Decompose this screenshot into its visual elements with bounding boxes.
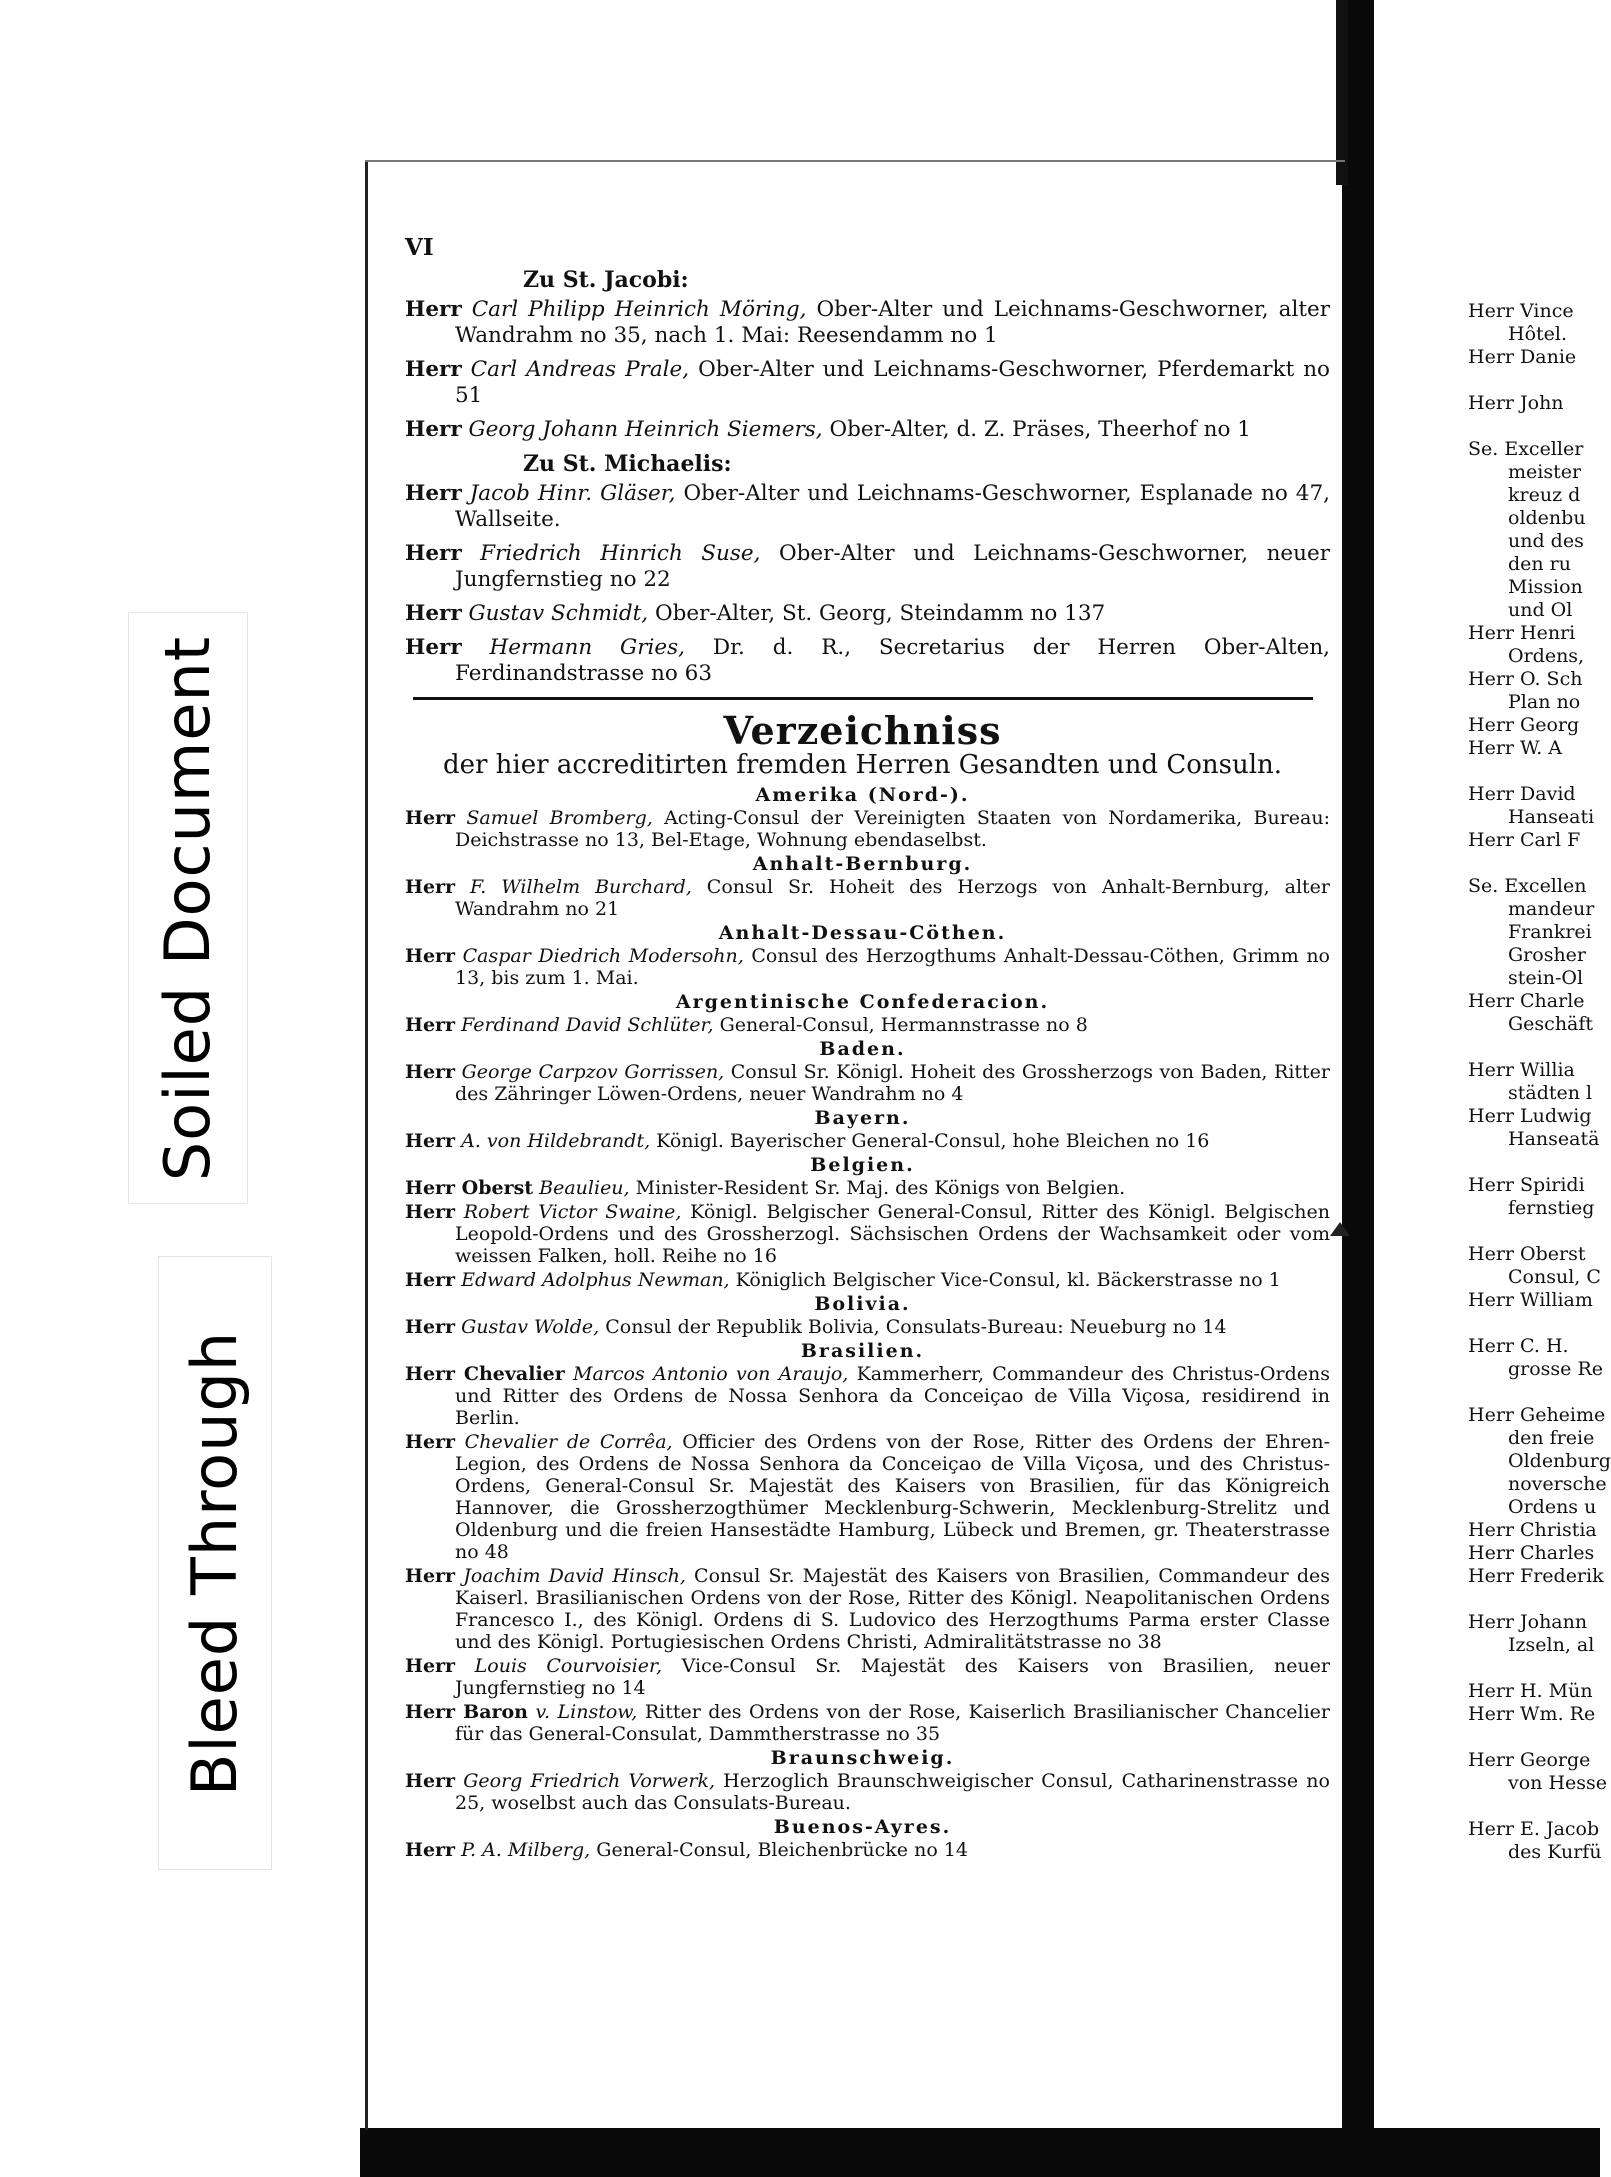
entry-title: Herr bbox=[405, 1655, 456, 1677]
adjacent-line bbox=[1468, 1151, 1600, 1174]
adjacent-line: Hanseati bbox=[1508, 806, 1595, 828]
entry-text: Königl. Bayerischer General-Consul, hohe Bleichen no 16 bbox=[650, 1130, 1210, 1152]
alter-list-jacobi bbox=[395, 297, 1330, 443]
entry-name: Gustav Wolde, bbox=[461, 1316, 600, 1338]
adjacent-line: Plan no bbox=[1508, 691, 1581, 713]
country-heading: Argentinische Confederacion. bbox=[675, 991, 1050, 1013]
adjacent-line: Herr John bbox=[1468, 392, 1564, 414]
adjacent-line bbox=[1468, 1726, 1600, 1749]
entry bbox=[405, 1839, 1330, 1861]
entry bbox=[405, 1701, 1330, 1745]
country-heading: Brasilien. bbox=[800, 1340, 925, 1362]
adjacent-line: fernstieg bbox=[1508, 1197, 1595, 1219]
entry-name: v. Linstow, bbox=[535, 1701, 638, 1723]
page-number: VI bbox=[405, 234, 434, 261]
entry-name: Caspar Diedrich Modersohn, bbox=[462, 945, 744, 967]
adjacent-line: von Hesse bbox=[1508, 1772, 1608, 1794]
adjacent-line: Herr Charle bbox=[1468, 990, 1585, 1012]
entry bbox=[405, 417, 1330, 443]
verzeichniss-subtitle: der hier accreditirten fremden Herren Gesandten und Consuln. bbox=[442, 750, 1283, 780]
entry-title: Herr Chevalier bbox=[405, 1363, 565, 1385]
entry bbox=[405, 541, 1330, 593]
adjacent-line: meister bbox=[1508, 461, 1582, 483]
entry-title: Herr bbox=[405, 876, 456, 898]
entry-name: Chevalier de Corrêa, bbox=[464, 1431, 673, 1453]
entry-text: Kammerherr, Commandeur des Christus-Ordens und Ritter des Ordens de Nossa Senhora da Conceiçao de Villa Viçosa, residirend in Berlin. bbox=[455, 1363, 1330, 1429]
country-heading: Amerika (Nord-). bbox=[755, 784, 970, 806]
adjacent-line bbox=[1468, 1795, 1600, 1818]
adjacent-line: Herr Geheime bbox=[1468, 1404, 1606, 1426]
adjacent-line: mandeur bbox=[1508, 898, 1595, 920]
entry-name: Hermann Gries, bbox=[489, 635, 685, 660]
adjacent-line: den ru bbox=[1508, 553, 1572, 575]
entry-text: Königl. Belgischer General-Consul, Ritter des Königl. Belgischen Leopold-Ordens und des Grossherzogl. Sächsischen Ordens der Wachsamkeit oder vom weissen Falken, holl. Reihe no 16 bbox=[455, 1201, 1330, 1267]
entry bbox=[405, 601, 1330, 627]
adjacent-line: Herr George bbox=[1468, 1749, 1591, 1771]
entry-text: Consul des Herzogthums Anhalt-Dessau-Cöthen, Grimm no 13, bis zum 1. Mai. bbox=[455, 945, 1330, 989]
entry bbox=[405, 1177, 1330, 1199]
entry bbox=[405, 1269, 1330, 1291]
adjacent-line: des Kurfü bbox=[1508, 1841, 1602, 1863]
adjacent-line bbox=[1468, 1381, 1600, 1404]
section-divider bbox=[413, 697, 1313, 700]
entry-text: Ober-Alter und Leichnams-Geschworner, Esplanade no 47, Wallseite. bbox=[455, 481, 1330, 532]
country-heading: Baden. bbox=[819, 1038, 906, 1060]
entry bbox=[405, 876, 1330, 920]
adjacent-line: Herr Johann bbox=[1468, 1611, 1588, 1633]
adjacent-line: Herr Danie bbox=[1468, 346, 1577, 368]
consul-list bbox=[395, 784, 1330, 1861]
entry-text: Acting-Consul der Vereinigten Staaten von Nordamerika, Bureau: Deichstrasse no 13, Bel-Etage, Wohnung ebendaselbst. bbox=[455, 807, 1330, 851]
entry-name: Gustav Schmidt, bbox=[468, 601, 649, 626]
adjacent-line bbox=[1468, 1312, 1600, 1335]
entry-text: Minister-Resident Sr. Maj. des Königs von Belgien. bbox=[629, 1177, 1126, 1199]
alter-list-michaelis bbox=[395, 481, 1330, 687]
entry-text: Ober-Alter und Leichnams-Geschworner, neuer Jungfernstieg no 22 bbox=[455, 541, 1330, 592]
entry bbox=[405, 1201, 1330, 1267]
country-heading: Bolivia. bbox=[814, 1293, 911, 1315]
adjacent-line: noversche bbox=[1508, 1473, 1607, 1495]
entry-name: Marcos Antonio von Araujo, bbox=[573, 1363, 849, 1385]
adjacent-line: Herr Vince bbox=[1468, 300, 1574, 322]
entry-text: Ritter des Ordens von der Rose, Kaiserlich Brasilianischer Chancelier für das General-Consulat, Dammtherstrasse no 35 bbox=[455, 1701, 1330, 1745]
entry bbox=[405, 1014, 1330, 1036]
entry-title: Herr bbox=[405, 1316, 456, 1338]
adjacent-line: städten l bbox=[1508, 1082, 1593, 1104]
entry-text: Consul Sr. Königl. Hoheit des Grossherzogs von Baden, Ritter des Zähringer Löwen-Ordens, neuer Wandrahm no 4 bbox=[455, 1061, 1330, 1105]
entry-title: Herr bbox=[405, 1130, 456, 1152]
entry-name: Joachim David Hinsch, bbox=[463, 1565, 686, 1587]
bleed-through-tag bbox=[158, 1256, 272, 1870]
entry bbox=[405, 1130, 1330, 1152]
entry-title: Herr Baron bbox=[405, 1701, 528, 1723]
adjacent-line: Mission bbox=[1508, 576, 1583, 598]
entry bbox=[405, 1316, 1330, 1338]
entry-name: A. von Hildebrandt, bbox=[461, 1130, 651, 1152]
adjacent-line: und des bbox=[1508, 530, 1584, 552]
entry-text: General-Consul, Hermannstrasse no 8 bbox=[713, 1014, 1088, 1036]
entry-text: Consul der Republik Bolivia, Consulats-Bureau: Neueburg no 14 bbox=[599, 1316, 1227, 1338]
scan-edge-right bbox=[1342, 0, 1374, 2177]
entry-text: Dr. d. R., Secretarius der Herren Ober-Alten, Ferdinandstrasse no 63 bbox=[455, 635, 1330, 686]
verzeichniss-title: Verzeichniss bbox=[723, 708, 1002, 753]
entry-title: Herr bbox=[405, 297, 462, 322]
adjacent-line: Herr Carl F bbox=[1468, 829, 1581, 851]
adjacent-line: Hanseatä bbox=[1508, 1128, 1600, 1150]
entry-title: Herr bbox=[405, 1770, 456, 1792]
adjacent-line: Herr Willia bbox=[1468, 1059, 1575, 1081]
entry-title: Herr bbox=[405, 635, 462, 660]
adjacent-line: Frankrei bbox=[1508, 921, 1592, 943]
adjacent-line: Herr Oberst bbox=[1468, 1243, 1586, 1265]
adjacent-line: Herr H. Mün bbox=[1468, 1680, 1593, 1702]
adjacent-line bbox=[1468, 1036, 1600, 1059]
entry bbox=[405, 357, 1330, 409]
entry-name: George Carpzov Gorrissen, bbox=[461, 1061, 725, 1083]
entry-title: Herr bbox=[405, 1565, 456, 1587]
entry-name: Samuel Bromberg, bbox=[466, 807, 653, 829]
section-heading-michaelis: Zu St. Michaelis: bbox=[523, 451, 732, 477]
adjacent-line: Consul, C bbox=[1508, 1266, 1601, 1288]
adjacent-line bbox=[1468, 852, 1600, 875]
entry-text: General-Consul, Bleichenbrücke no 14 bbox=[590, 1839, 968, 1861]
adjacent-line: Se. Exceller bbox=[1468, 438, 1584, 460]
bleed-through-label: Bleed Through bbox=[178, 1330, 252, 1796]
adjacent-line bbox=[1468, 1220, 1600, 1243]
entry-name: Carl Philipp Heinrich Möring, bbox=[471, 297, 807, 322]
entry-title: Herr bbox=[405, 1061, 456, 1083]
entry-title: Herr bbox=[405, 807, 456, 829]
adjacent-line: Hôtel. bbox=[1508, 323, 1568, 345]
adjacent-line: Geschäft bbox=[1508, 1013, 1594, 1035]
adjacent-line: und Ol bbox=[1508, 599, 1573, 621]
entry-name: Jacob Hinr. Gläser, bbox=[469, 481, 676, 506]
entry-text: Consul Sr. Hoheit des Herzogs von Anhalt-Bernburg, alter Wandrahm no 21 bbox=[455, 876, 1330, 920]
adjacent-line: Herr Charles bbox=[1468, 1542, 1595, 1564]
adjacent-line: Herr Christia bbox=[1468, 1519, 1597, 1541]
bleed-mark-icon bbox=[1330, 1222, 1350, 1236]
adjacent-line: den freie bbox=[1508, 1427, 1595, 1449]
entry bbox=[405, 1565, 1330, 1653]
adjacent-line: oldenbu bbox=[1508, 507, 1586, 529]
country-heading: Bayern. bbox=[814, 1107, 911, 1129]
entry-name: Friedrich Hinrich Suse, bbox=[480, 541, 761, 566]
entry-title: Herr bbox=[405, 945, 456, 967]
adjacent-line: Herr Frederik bbox=[1468, 1565, 1604, 1587]
entry bbox=[405, 807, 1330, 851]
adjacent-line: Izseln, al bbox=[1508, 1634, 1595, 1656]
entry-text: Ober-Alter, St. Georg, Steindamm no 137 bbox=[648, 601, 1106, 626]
adjacent-line: Ordens u bbox=[1508, 1496, 1597, 1518]
entry-title: Herr bbox=[405, 481, 462, 506]
adjacent-line: Herr Henri bbox=[1468, 622, 1576, 644]
entry-name: P. A. Milberg, bbox=[461, 1839, 591, 1861]
adjacent-line: Se. Excellen bbox=[1468, 875, 1587, 897]
adjacent-line: Herr Spiridi bbox=[1468, 1174, 1585, 1196]
page-top-edge bbox=[365, 160, 1345, 162]
entry-name: Georg Johann Heinrich Siemers, bbox=[468, 417, 823, 442]
scan-edge-top-mark bbox=[1336, 0, 1348, 185]
entry-title: Herr bbox=[405, 601, 462, 626]
entry-title: Herr bbox=[405, 1201, 456, 1223]
country-heading: Belgien. bbox=[810, 1154, 915, 1176]
entry-text: Officier des Ordens von der Rose, Ritter des Ordens der Ehren-Legion, des Ordens de Nossa Senhora da Conceiçao de Villa Viçosa, und des Christus-Ordens, General-Consul Sr. Majestät des Kaisers von Brasilien, für das Königreich Hannover, die Grossherzogthümer Mecklenburg-Schwerin, Mecklenburg-Strelitz und Oldenburg und die freien Hansestädte Hamburg, Lübeck und Bremen, gr. Theaterstrasse no 48 bbox=[455, 1431, 1330, 1563]
adjacent-line bbox=[1468, 415, 1600, 438]
entry-name: F. Wilhelm Burchard, bbox=[470, 876, 692, 898]
adjacent-line: Herr C. H. bbox=[1468, 1335, 1569, 1357]
entry-title: Herr bbox=[405, 417, 462, 442]
entry-title: Herr bbox=[405, 1431, 456, 1453]
entry-name: Carl Andreas Prale, bbox=[470, 357, 690, 382]
adjacent-line: Herr W. A bbox=[1468, 737, 1563, 759]
adjacent-line bbox=[1468, 369, 1600, 392]
entry-title: Herr bbox=[405, 357, 462, 382]
entry-name: Beaulieu, bbox=[539, 1177, 630, 1199]
document-page bbox=[395, 235, 1330, 1863]
adjacent-line: Herr Georg bbox=[1468, 714, 1580, 736]
adjacent-line bbox=[1468, 760, 1600, 783]
page-left-edge bbox=[365, 160, 368, 2130]
entry-text: Herzoglich Braunschweigischer Consul, Catharinenstrasse no 25, woselbst auch das Consulats-Bureau. bbox=[455, 1770, 1330, 1814]
adjacent-line: Herr O. Sch bbox=[1468, 668, 1583, 690]
adjacent-line: grosse Re bbox=[1508, 1358, 1604, 1380]
entry-text: Vice-Consul Sr. Majestät des Kaisers von Brasilien, neuer Jungfernstieg no 14 bbox=[455, 1655, 1331, 1699]
adjacent-line: Herr Ludwig bbox=[1468, 1105, 1592, 1127]
country-heading: Anhalt-Bernburg. bbox=[752, 853, 973, 875]
adjacent-page-fragment bbox=[1468, 300, 1611, 1864]
soiled-document-label: Soiled Document bbox=[151, 635, 225, 1181]
entry bbox=[405, 1655, 1330, 1699]
entry-title: Herr bbox=[405, 1269, 456, 1291]
adjacent-line: stein-Ol bbox=[1508, 967, 1584, 989]
entry-text: Consul Sr. Majestät des Kaisers von Brasilien, Commandeur des Kaiserl. Brasilianischen Ordens von der Rose, Ritter des Königl. Neapolitanischen Ordens Francesco I., des Königl. Ordens di S. Ludovico des Herzogthums Parma erster Classe und des Königl. Portugiesischen Ordens Christi, Admiralitätstrasse no 38 bbox=[455, 1565, 1330, 1653]
entry bbox=[405, 481, 1330, 533]
entry bbox=[405, 1770, 1330, 1814]
entry-title: Herr bbox=[405, 1839, 456, 1861]
entry-name: Georg Friedrich Vorwerk, bbox=[463, 1770, 716, 1792]
adjacent-line bbox=[1468, 1588, 1600, 1611]
country-heading: Buenos-Ayres. bbox=[773, 1816, 952, 1838]
entry-name: Robert Victor Swaine, bbox=[463, 1201, 682, 1223]
adjacent-line: Ordens, bbox=[1508, 645, 1585, 667]
adjacent-line: Herr William bbox=[1468, 1289, 1593, 1311]
entry-text: Ober-Alter und Leichnams-Geschworner, alter Wandrahm no 35, nach 1. Mai: Reesendamm no 1 bbox=[455, 297, 1331, 348]
section-heading-jacobi: Zu St. Jacobi: bbox=[523, 267, 689, 293]
adjacent-line bbox=[1468, 1657, 1600, 1680]
adjacent-line: Herr David bbox=[1468, 783, 1576, 805]
entry bbox=[405, 1431, 1330, 1563]
country-heading: Braunschweig. bbox=[770, 1747, 955, 1769]
adjacent-line: Herr Wm. Re bbox=[1468, 1703, 1596, 1725]
adjacent-line: Grosher bbox=[1508, 944, 1587, 966]
entry-title: Herr Oberst bbox=[405, 1177, 534, 1199]
entry bbox=[405, 945, 1330, 989]
entry-title: Herr bbox=[405, 1014, 456, 1036]
adjacent-line: Oldenburg bbox=[1508, 1450, 1611, 1472]
adjacent-line: kreuz d bbox=[1508, 484, 1581, 506]
entry bbox=[405, 635, 1330, 687]
entry-title: Herr bbox=[405, 541, 462, 566]
entry-text: Ober-Alter und Leichnams-Geschworner, Pferdemarkt no 51 bbox=[455, 357, 1331, 408]
entry-name: Louis Courvoisier, bbox=[474, 1655, 663, 1677]
entry-text: Königlich Belgischer Vice-Consul, kl. Bäckerstrasse no 1 bbox=[729, 1269, 1281, 1291]
entry bbox=[405, 1363, 1330, 1429]
entry-name: Edward Adolphus Newman, bbox=[461, 1269, 730, 1291]
entry-text: Ober-Alter, d. Z. Präses, Theerhof no 1 bbox=[822, 417, 1251, 442]
entry-name: Ferdinand David Schlüter, bbox=[461, 1014, 714, 1036]
soiled-document-tag bbox=[128, 612, 248, 1204]
entry bbox=[405, 1061, 1330, 1105]
country-heading: Anhalt-Dessau-Cöthen. bbox=[718, 922, 1007, 944]
entry bbox=[405, 297, 1330, 349]
scan-edge-bottom bbox=[360, 2128, 1600, 2177]
adjacent-line: Herr E. Jacob bbox=[1468, 1818, 1600, 1840]
